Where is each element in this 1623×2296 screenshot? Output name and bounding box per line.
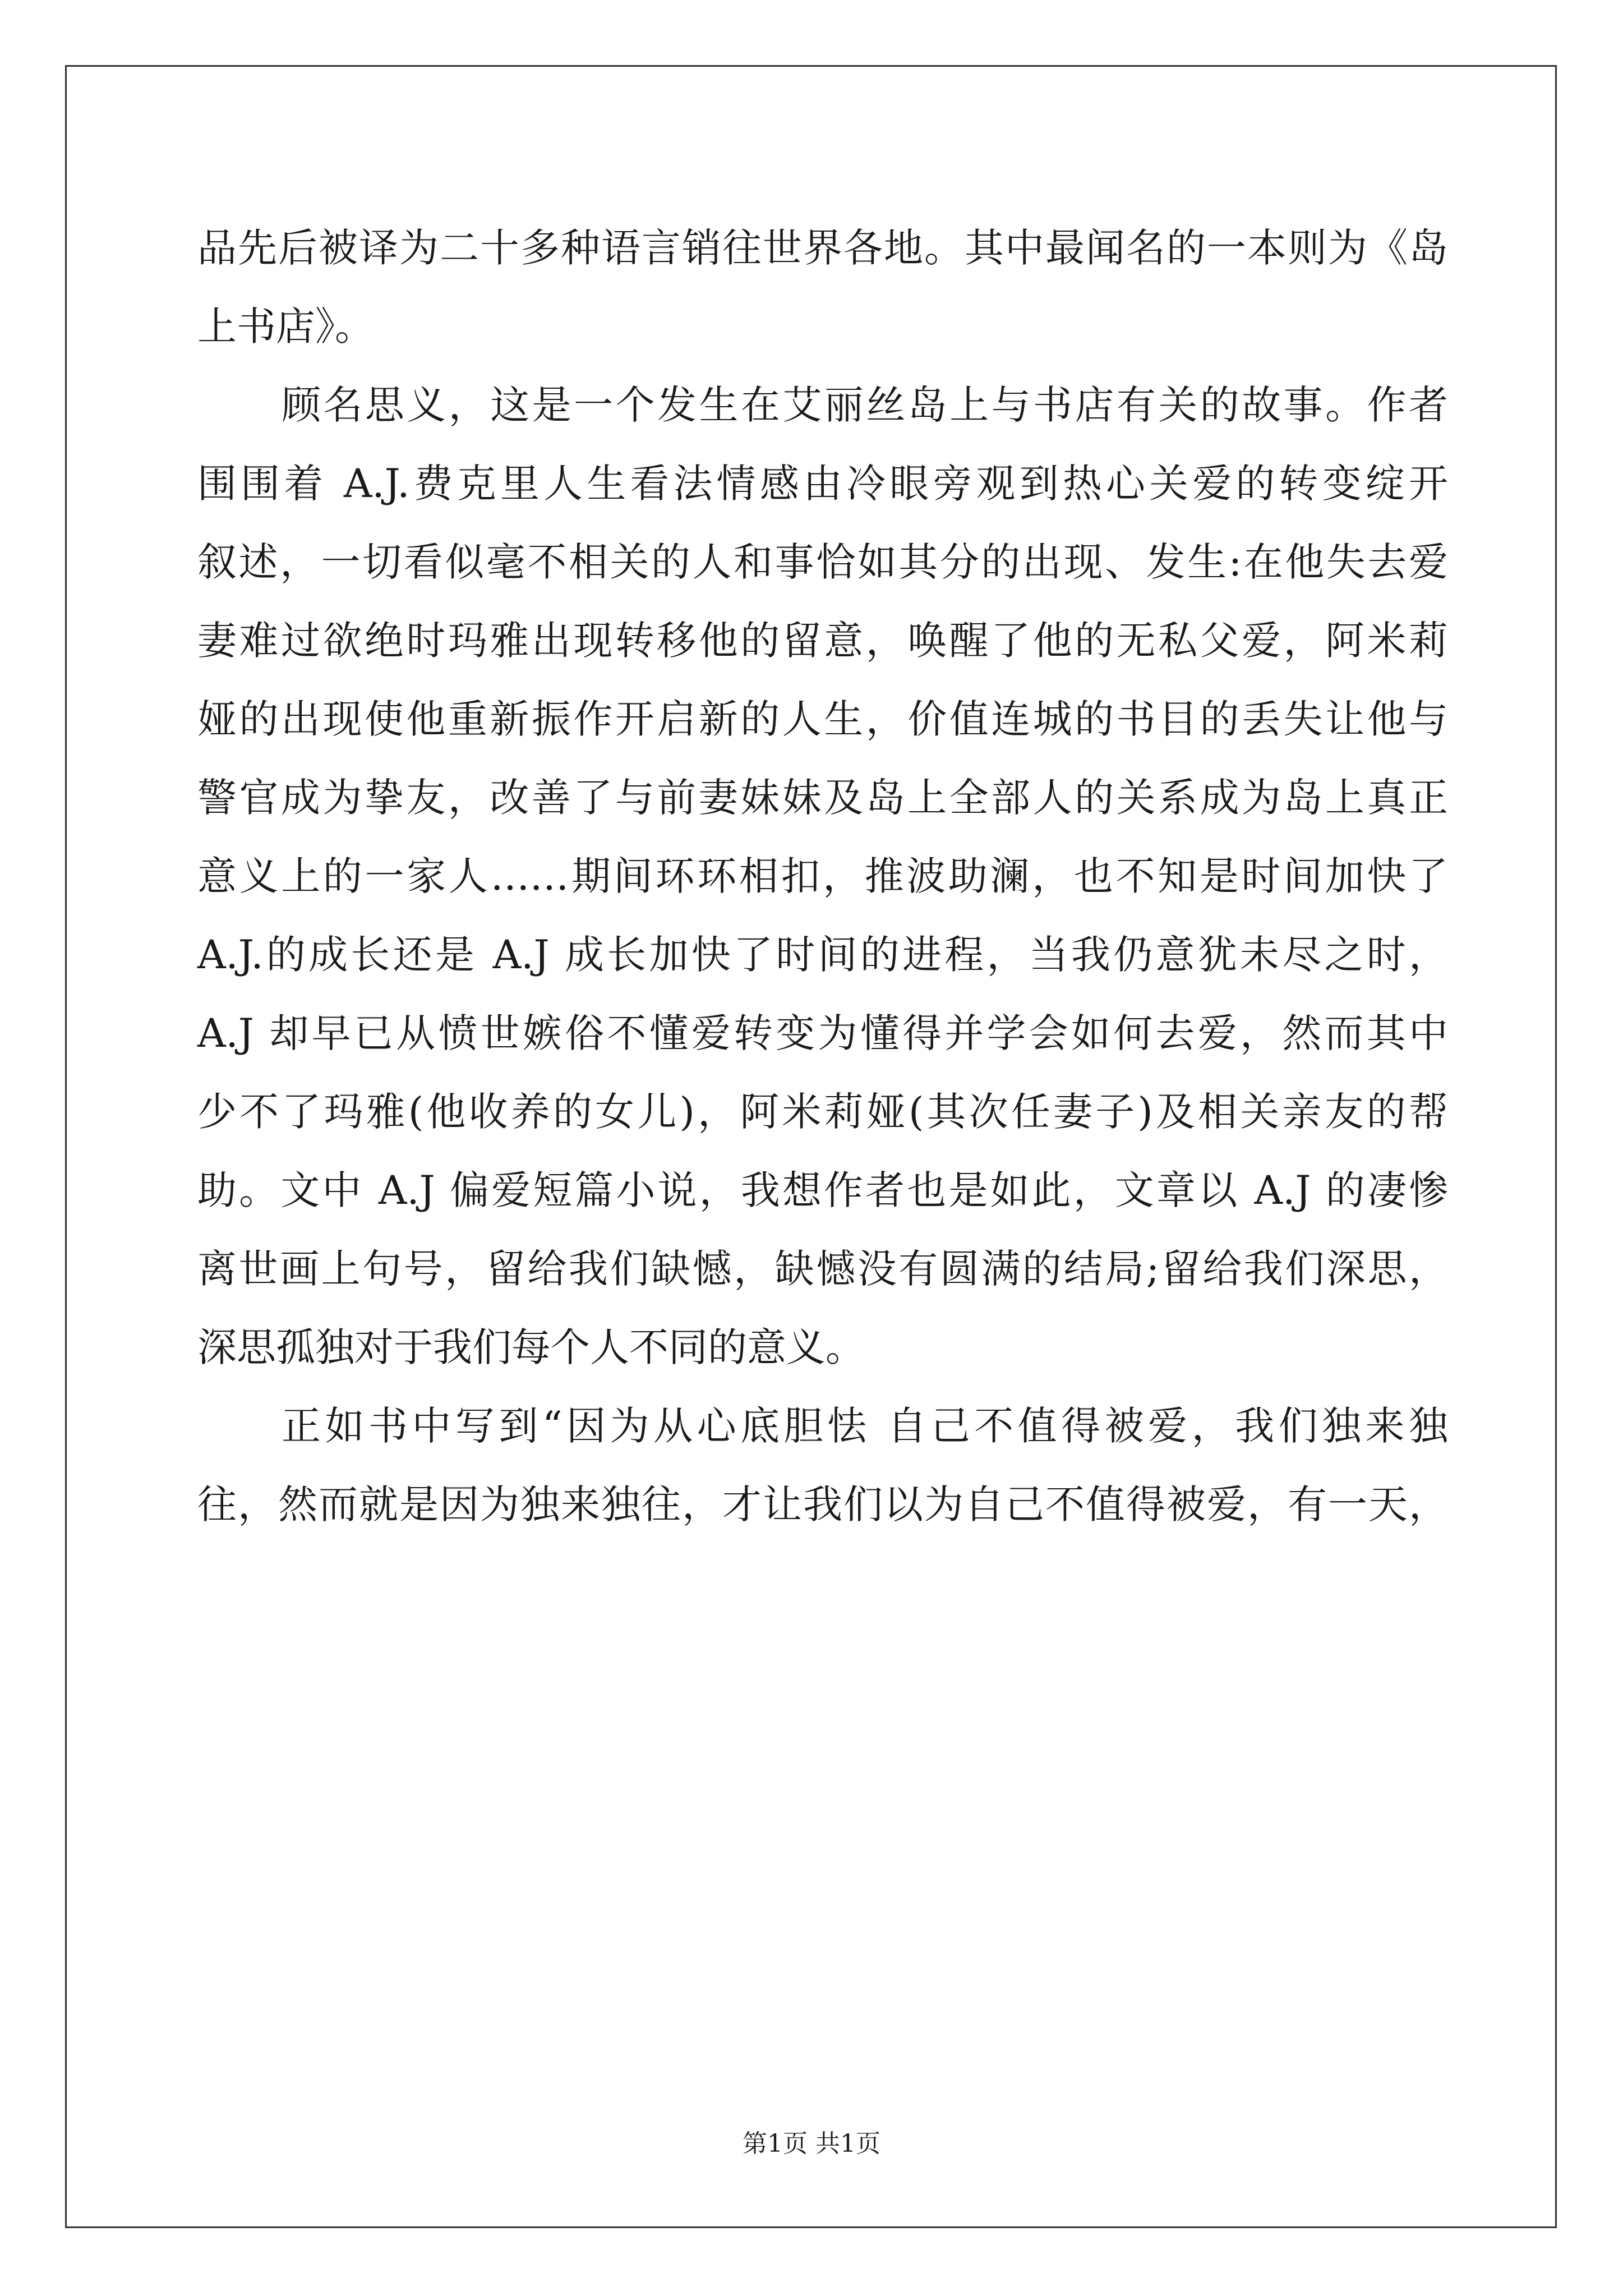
page-number-footer: 第1页 共1页 — [743, 2129, 880, 2158]
text-line: 少不了玛雅(他收养的女儿)，阿米莉娅(其次任妻子)及相关亲友的帮 — [197, 1089, 1448, 1135]
text-line: 深思孤独对于我们每个人不同的意义。 — [197, 1324, 865, 1370]
text-line: 上书店》。 — [197, 303, 374, 349]
text-line: 叙述，一切看似毫不相关的人和事恰如其分的出现、发生:在他失去爱 — [197, 539, 1448, 585]
text-line: 警官成为挚友，改善了与前妻妹妹及岛上全部人的关系成为岛上真正 — [197, 775, 1448, 821]
paragraph-start-line: 顾名思义，这是一个发生在艾丽丝岛上与书店有关的故事。作者 — [282, 382, 1448, 428]
text-line: 娅的出现使他重新振作开启新的人生，价值连城的书目的丢失让他与 — [197, 696, 1448, 742]
text-line: 品先后被译为二十多种语言销往世界各地。其中最闻名的一本则为《岛 — [197, 225, 1448, 271]
text-line: A.J 却早已从愤世嫉俗不懂爱转变为懂得并学会如何去爱，然而其中 — [197, 1010, 1448, 1056]
text-line: 围围着 A.J.费克里人生看法情感由冷眼旁观到热心关爱的转变绽开 — [197, 461, 1448, 507]
text-line: 离世画上句号，留给我们缺憾，缺憾没有圆满的结局;留给我们深思， — [197, 1246, 1448, 1292]
paragraph-start-line: 正如书中写到“因为从心底胆怯 自己不值得被爱，我们独来独 — [282, 1403, 1448, 1449]
text-line: 意义上的一家人……期间环环相扣，推波助澜，也不知是时间加快了 — [197, 853, 1448, 899]
text-line: 往，然而就是因为独来独往，才让我们以为自己不值得被爱，有一天， — [197, 1481, 1448, 1527]
document-body — [197, 209, 1448, 1544]
text-line: A.J.的成长还是 A.J 成长加快了时间的进程，当我仍意犹未尽之时， — [197, 932, 1448, 978]
text-line: 妻难过欲绝时玛雅出现转移他的留意，唤醒了他的无私父爱，阿米莉 — [197, 618, 1448, 664]
text-line: 助。文中 A.J 偏爱短篇小说，我想作者也是如此，文章以 A.J 的凄惨 — [197, 1167, 1448, 1213]
